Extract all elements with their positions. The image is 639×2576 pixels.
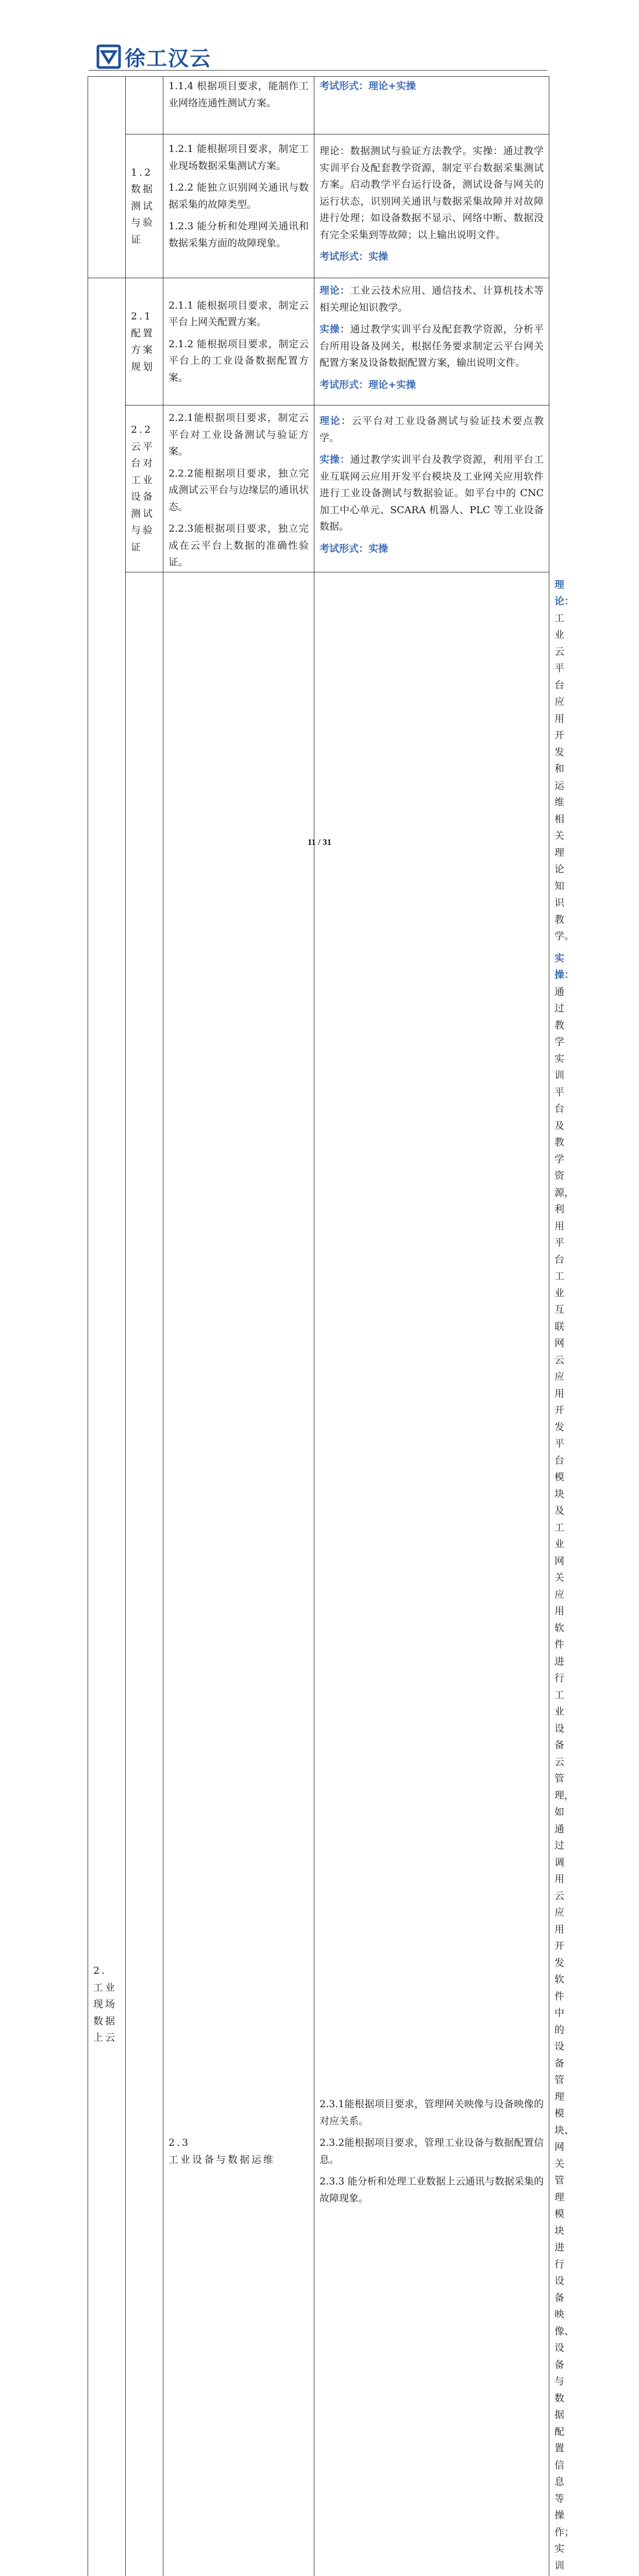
subsection-number: 2.3	[169, 2134, 309, 2151]
practice-text: 通过教学实训平台及配套教学资源，分析平台所用设备及网关，根据任务要求制定云平台网关配置方案及设备数据配置方案，输出说明文件。	[320, 324, 544, 368]
method-cell	[314, 278, 549, 405]
exam-form: 考试形式：理论+实操	[320, 78, 544, 95]
practice-label: 实操：	[320, 324, 350, 335]
exam-form: 考试形式：理论+实操	[320, 377, 544, 394]
ability-cell	[163, 405, 314, 572]
header-rule	[89, 70, 547, 71]
exam-form: 考试形式：实操	[320, 540, 544, 557]
subsection-cell	[126, 77, 163, 134]
curriculum-table	[88, 76, 549, 2576]
ability-cell	[314, 572, 549, 2576]
practice-text: 通过教学实训平台及教学资源，利用平台工业互联网云应用开发平台模块及工业网关应用软件进行工业设备云管理，如通过调用云应用开发软件中的设备管理模块、网关管理模块进行设备映像、设备与数据配置信息等操作；实训	[554, 986, 582, 2576]
practice-text: 通过教学实训平台及教学资源，利用平台工业互联网云应用开发平台模块及工业网关应用软件进行工业设备测试与数据验证。如平台中的 CNC 加工中心单元、SCARA 机器人、PLC 等工业设备数据。	[320, 454, 544, 532]
subsection-cell	[126, 405, 163, 572]
method-cell	[314, 405, 549, 572]
exam-form: 考试形式：实操	[320, 248, 544, 265]
table-row	[88, 77, 549, 134]
section-2-cell	[88, 278, 126, 2576]
ability-item: 2.3.2能根据项目要求，管理工业设备与数据配置信息。	[320, 2134, 544, 2168]
practice-paragraph	[320, 321, 544, 371]
method-text: 理论：数据测试与验证方法教学。实操：通过教学实训平台及配套教学资源，制定平台数据采集测试方案。启动教学平台运行设备，测试设备与网关的运行状态，识别网关通讯与数据采集故障并对故障进行处理；如设备数据不显示、网络中断、数据没有完全采集到等故障；以上输出说明文件。	[320, 143, 544, 243]
theory-label: 理论：	[320, 415, 351, 427]
ability-item: 1.2.3 能分析和处理网关通讯和数据采集方面的故障现象。	[169, 218, 309, 251]
practice-label: 实操：	[554, 953, 574, 981]
ability-item: 2.1.1 能根据项目要求，制定云平台上网关配置方案。	[169, 297, 309, 331]
subsection-cell	[126, 278, 163, 405]
method-cell	[314, 77, 549, 134]
subsection-cell	[126, 134, 163, 278]
theory-text: 工业云平台应用开发和运维相关理论知识教学。	[554, 613, 574, 942]
subsection-number: 1.2	[131, 164, 158, 181]
subsection-title: 云平台对工业设备测试与验证	[131, 438, 158, 556]
practice-paragraph	[320, 451, 544, 535]
section-1-cell	[88, 77, 126, 278]
theory-text: 工业云技术应用、通信技术、计算机技术等相关理论知识教学。	[320, 285, 544, 313]
ability-item: 2.2.2能根据项目要求，独立完成测试云平台与边缘层的通讯状态。	[169, 465, 309, 516]
subsection-number: 2.1	[131, 308, 158, 325]
xcmg-logo-icon	[97, 45, 121, 69]
section-number: 2.	[93, 1962, 120, 1979]
subsection-title: 配置方案规划	[131, 325, 158, 376]
ability-cell	[163, 134, 314, 278]
theory-label: 理论：	[554, 579, 574, 607]
logo	[97, 44, 211, 69]
section-2-cont-cell	[126, 572, 163, 2576]
page-number: 11 / 31	[0, 837, 639, 848]
ability-item: 2.3.1能根据项目要求，管理网关映像与设备映像的对应关系。	[320, 2096, 544, 2129]
ability-item: 1.2.2 能独立识别网关通讯与数据采集的故障类型。	[169, 179, 309, 213]
ability-item: 1.2.1 能根据项目要求，制定工业现场数据采集测试方案。	[169, 141, 309, 174]
ability-item: 2.2.3能根据项目要求，独立完成在云平台上数据的准确性验证。	[169, 520, 309, 571]
theory-text: 云平台对工业设备测试与验证技术要点教学。	[320, 415, 544, 444]
table-row	[88, 572, 549, 2576]
ability-item: 2.3.3 能分析和处理工业数据上云通讯与数据采集的故障现象。	[320, 2173, 544, 2207]
ability-item: 1.1.4 根据项目要求，能制作工业网络连通性测试方案。	[169, 78, 309, 111]
method-cell	[314, 134, 549, 278]
subsection-title: 数据测试与验证	[131, 181, 158, 248]
table-row	[88, 278, 549, 405]
table-row	[88, 405, 549, 572]
logo-text: 徐工汉云	[125, 42, 211, 72]
ability-item: 2.2.1能根据项目要求，制定云平台对工业设备测试与验证方案。	[169, 410, 309, 460]
ability-cell	[163, 77, 314, 134]
theory-label: 理论：	[320, 285, 350, 296]
theory-paragraph	[320, 413, 544, 446]
ability-cell	[163, 278, 314, 405]
subsection-cell	[163, 572, 314, 2576]
ability-item: 2.1.2 能根据项目要求，制定云平台上的工业设备数据配置方案。	[169, 336, 309, 386]
section-title: 工业现场数据上云	[93, 1979, 120, 2046]
subsection-title: 工业设备与数据运维	[169, 2151, 309, 2168]
theory-paragraph	[320, 282, 544, 316]
subsection-number: 2.2	[131, 421, 158, 438]
table-row	[88, 134, 549, 278]
practice-label: 实操：	[320, 454, 350, 465]
